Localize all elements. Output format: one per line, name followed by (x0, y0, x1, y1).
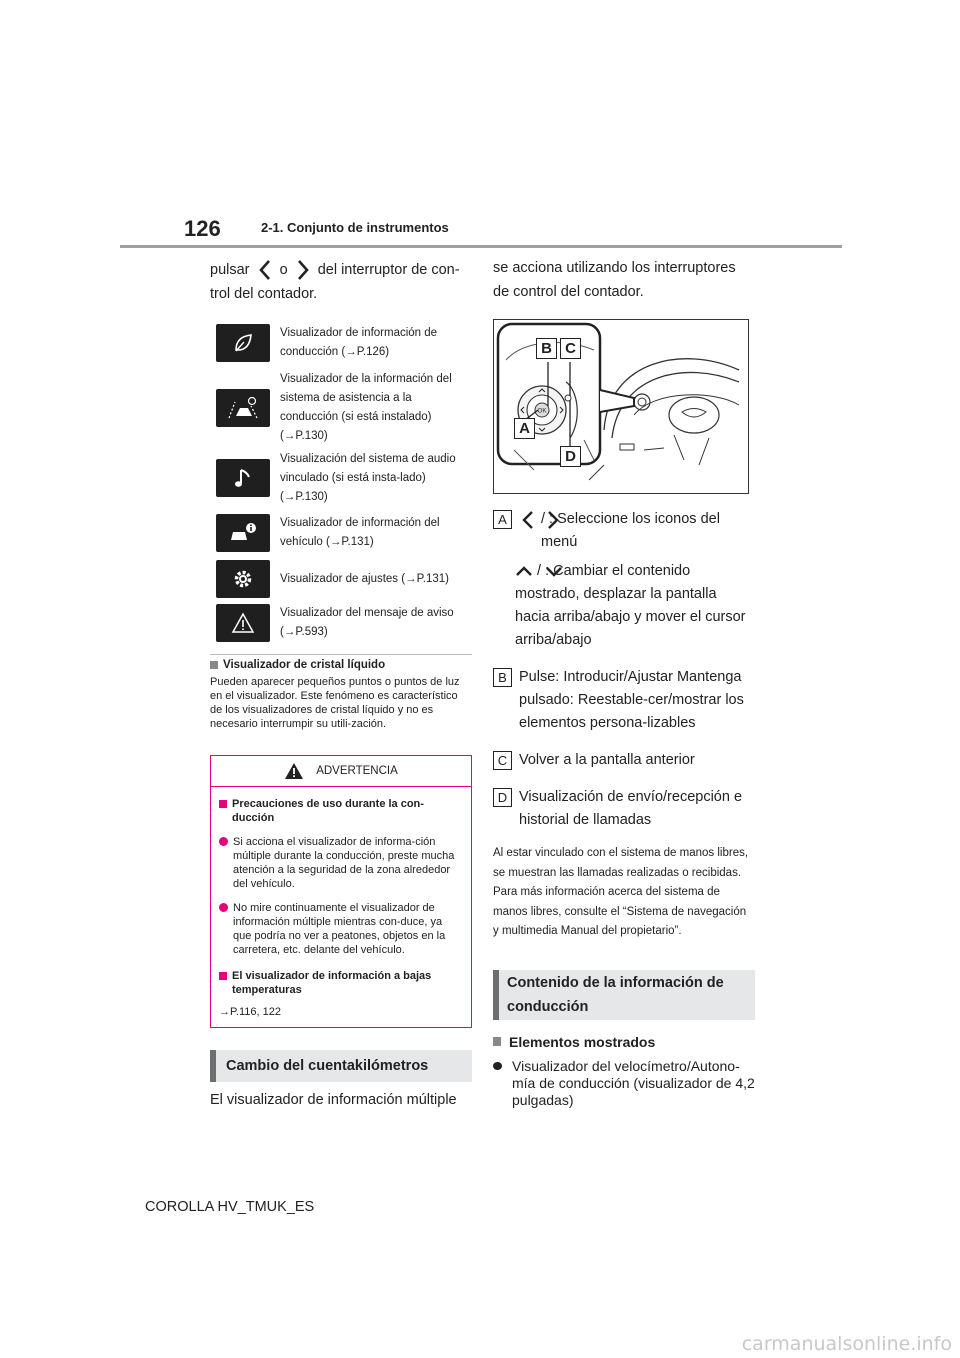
leaf-icon (216, 324, 270, 362)
right-column (493, 256, 755, 1109)
legend-letter: A (493, 510, 512, 529)
left-column (210, 258, 472, 1108)
driving-assist-icon (216, 389, 270, 427)
icon-row (210, 510, 472, 556)
legend-letter: D (493, 788, 512, 807)
dot-bullet-icon (219, 837, 228, 846)
icon-row-text: Visualizador de la información del sistema de asistencia a la conducción (si está instalado) (→P.130) (280, 373, 452, 442)
icon-row-text: Visualización del sistema de audio vinculado (si está insta-lado)(→P.130) (280, 452, 456, 503)
chevron-up-icon (515, 565, 533, 577)
page-number: 126 (184, 216, 221, 241)
warning-item: No mire continuamente el visualizador de información múltiple mientras con-duce, ya que podría no ver a peatones, objetos en la carretera, etc. delante del vehículo. (219, 901, 463, 957)
legend-letter: B (493, 668, 512, 687)
icon-row-text: Visualizador de información del vehículo (→P.131) (280, 517, 440, 548)
warning-triangle-icon (284, 762, 304, 780)
intro-text: pulsar o del interruptor de con- trol del contador. (210, 258, 472, 306)
icon-row (210, 602, 472, 644)
page-header (120, 214, 842, 248)
legend-item-a: A / : Seleccione los iconos del menú (493, 508, 755, 554)
warning-box (210, 755, 472, 1028)
icon-row (210, 556, 472, 602)
steering-wheel-figure (493, 319, 749, 494)
divider (210, 654, 472, 655)
square-bullet-icon (219, 800, 227, 808)
section-band: Contenido de la información de conducción (493, 970, 755, 1020)
figure-label-c: C (560, 338, 581, 359)
warning-subheading: El visualizador de información a bajas temperaturas (219, 969, 463, 997)
warning-reference: →P.116, 122 (219, 1006, 281, 1018)
icon-row (210, 370, 472, 446)
svg-text:OK: OK (537, 408, 547, 415)
section-band: Cambio del cuentakilómetros (210, 1050, 472, 1082)
dot-bullet-icon (219, 903, 228, 912)
chevron-right-icon (296, 259, 310, 281)
legend-item-b: B Pulse: Introducir/Ajustar Mantenga pulsado: Reestable-cer/mostrar los elementos persona-lizables (493, 666, 755, 735)
icon-row-text: Visualizador de información de conducción (→P.126) (280, 327, 438, 358)
icon-row-text: Visualizador del mensaje de aviso (→P.593) (280, 607, 454, 638)
warning-triangle-icon (216, 604, 270, 642)
legend-item-c: C Volver a la pantalla anterior (493, 749, 755, 772)
intro-text: se acciona utilizando los interruptores de control del contador. (493, 260, 736, 300)
section-title: 2-1. Conjunto de instrumentos (261, 220, 449, 235)
legend-letter: C (493, 751, 512, 770)
gear-icon (216, 560, 270, 598)
warning-item: Si acciona el visualizador de informa-ción múltiple durante la conducción, preste mucha atención a la seguridad de la zona alrededor del vehículo. (219, 835, 463, 891)
icon-row (210, 316, 472, 370)
warning-subheading: Precauciones de uso durante la con-ducción (219, 797, 463, 825)
vehicle-info-icon (216, 514, 270, 552)
displayed-items-heading: Elementos mostrados (493, 1034, 755, 1050)
figure-label-b: B (536, 338, 557, 359)
watermark: carmanualsonline.info (741, 1333, 952, 1355)
lcd-heading: Visualizador de cristal líquido (210, 659, 472, 671)
chevron-left-icon (258, 259, 272, 281)
square-bullet-icon (219, 972, 227, 980)
handsfree-note: Al estar vinculado con el sistema de manos libres, se muestran las llamadas realizadas o recibidas. Para más información acerca del sistema de manos libres, consulte el “Sistema de navegación y multimedia Manual del propietario”. (493, 847, 749, 937)
chevron-right-icon (546, 510, 560, 530)
icon-row-text: Visualizador de ajustes (→P.131) (280, 572, 449, 585)
body-text: El visualizador de información múltiple (210, 1092, 457, 1108)
figure-label-a: A (514, 418, 535, 439)
figure-label-d: D (560, 446, 581, 467)
menu-icon-table (210, 316, 472, 644)
warning-header: ADVERTENCIA (211, 756, 471, 787)
steering-wheel-illustration (494, 320, 748, 493)
chevron-left-icon (521, 510, 535, 530)
legend-item-a-extra: / : Cambiar el contenido mostrado, desplazar la pantalla hacia arriba/abajo y mover el cursor arriba/abajo (515, 563, 746, 648)
dot-bullet-icon (493, 1062, 502, 1070)
square-bullet-icon (210, 661, 218, 669)
lcd-text: Pueden aparecer pequeños puntos o puntos de luz en el visualizador. Este fenómeno es característico de los visualizadores de cristal líquido y no es necesario interrumpir su utili-zación. (210, 676, 460, 730)
square-bullet-icon (493, 1037, 501, 1046)
icon-row (210, 446, 472, 510)
chevron-down-icon (545, 566, 563, 578)
music-note-icon (216, 459, 270, 497)
legend-item-d: D Visualización de envío/recepción e historial de llamadas (493, 786, 755, 832)
footer-model: COROLLA HV_TMUK_ES (145, 1199, 315, 1215)
warning-body (211, 787, 471, 1027)
list-item: Visualizador del velocímetro/Autono-mía de conducción (visualizador de 4,2 pulgadas) (493, 1058, 755, 1109)
